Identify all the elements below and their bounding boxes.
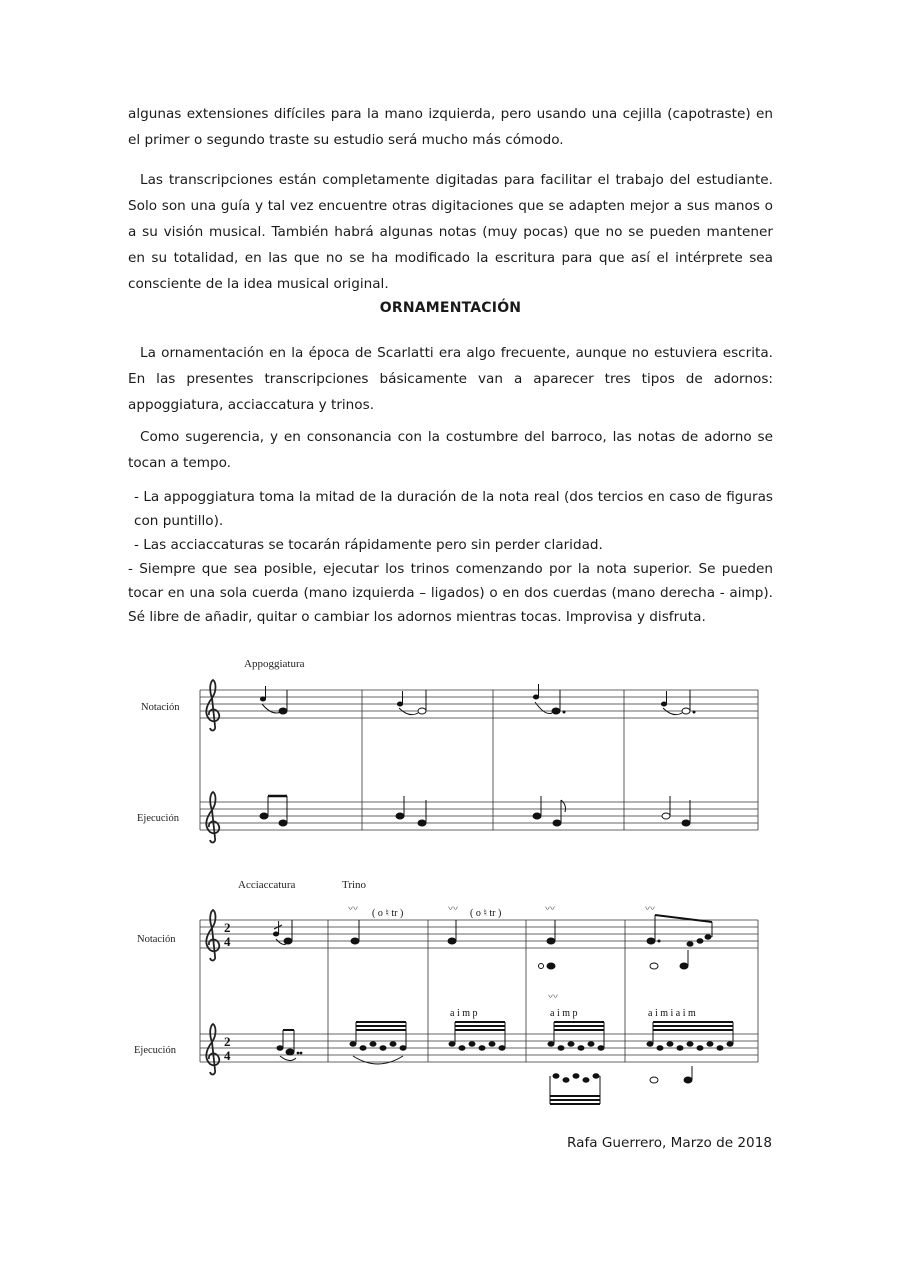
fingering-1: a i m p — [450, 1008, 478, 1019]
staff-label-ejecucion-2: Ejecución — [134, 1045, 176, 1056]
treble-clef-icon — [206, 680, 219, 730]
time-sig-top: 2 — [224, 920, 231, 935]
author-signature: Rafa Guerrero, Marzo de 2018 — [566, 1135, 772, 1151]
paragraph-intro: algunas extensiones difíciles para la mano izquierda, pero usando una cejilla (capotraste) en el primer o segundo traste su estudio será mucho más cómodo. — [128, 106, 773, 148]
svg-text:〰: 〰 — [545, 904, 555, 915]
treble-clef-icon — [206, 792, 219, 842]
appoggiatura-execution-notes — [260, 796, 690, 826]
appoggiatura-title: Appoggiatura — [244, 658, 305, 670]
treble-clef-icon — [206, 1024, 219, 1074]
list-item-appoggiatura: - La appoggiatura toma la mitad de la duración de la nota real (dos tercios en caso de figuras con puntillo). — [134, 489, 773, 529]
trino-title: Trino — [342, 879, 367, 891]
list-item-acciaccatura: - Las acciaccaturas se tocarán rápidamente pero sin perder claridad. — [134, 537, 603, 553]
fingering-2: a i m p — [550, 1008, 578, 1019]
treble-clef-icon — [206, 910, 219, 960]
trill-notation-notes — [273, 915, 712, 969]
trill-paren-2: ( o ♮ tr ) — [470, 908, 502, 919]
paragraph-transcriptions: Las transcripciones están completamente digitadas para facilitar el trabajo del estudiante. Solo son una guía y tal vez encuentre otras digitaciones que se adapten mejor a sus manos o a su visión musical. También habrá algunas notas (muy pocas) que no se pueden mantener en su totalidad, en las que no se ha modificado la escritura para que así el intérprete sea consciente de la idea musical original. — [128, 172, 773, 292]
acciaccatura-title: Acciaccatura — [238, 879, 296, 891]
svg-text:〰: 〰 — [448, 904, 458, 915]
svg-text:〰: 〰 — [548, 992, 558, 1003]
time-sig-bottom: 4 — [224, 934, 231, 949]
fingering-3: a i m i a i m — [648, 1008, 696, 1019]
time-signatures — [224, 920, 231, 1063]
trill-paren-1: ( o ♮ tr ) — [372, 908, 404, 919]
list-item-trills: - Siempre que sea posible, ejecutar los trinos comenzando por la nota superior. Se pueden tocar en una sola cuerda (mano izquierda – ligados) o en dos cuerdas (mano derecha - aimp). Sé libre de añadir, quitar o cambiar los adornos mientras tocas. Improvisa y disfruta. — [128, 561, 773, 625]
staff-label-ejecucion: Ejecución — [137, 813, 179, 824]
paragraph-suggestion: Como sugerencia, y en consonancia con la costumbre del barroco, las notas de adorno se tocan a tempo. — [128, 429, 773, 471]
section-heading: ORNAMENTACIÓN — [379, 300, 522, 316]
paragraph-ornamentation: La ornamentación en la época de Scarlatti era algo frecuente, aunque no estuviera escrita. En las presentes transcripciones básicamente van a aparecer tres tipos de adornos: appoggiatura, acciaccatura y trinos. — [128, 345, 773, 413]
staff-label-notacion: Notación — [141, 702, 180, 713]
time-sig-bottom: 4 — [224, 1048, 231, 1063]
svg-text:〰: 〰 — [645, 904, 655, 915]
appoggiatura-notes — [260, 684, 695, 715]
time-sig-top: 2 — [224, 1034, 231, 1049]
svg-text:〰: 〰 — [348, 904, 358, 915]
staff-label-notacion-2: Notación — [137, 934, 176, 945]
